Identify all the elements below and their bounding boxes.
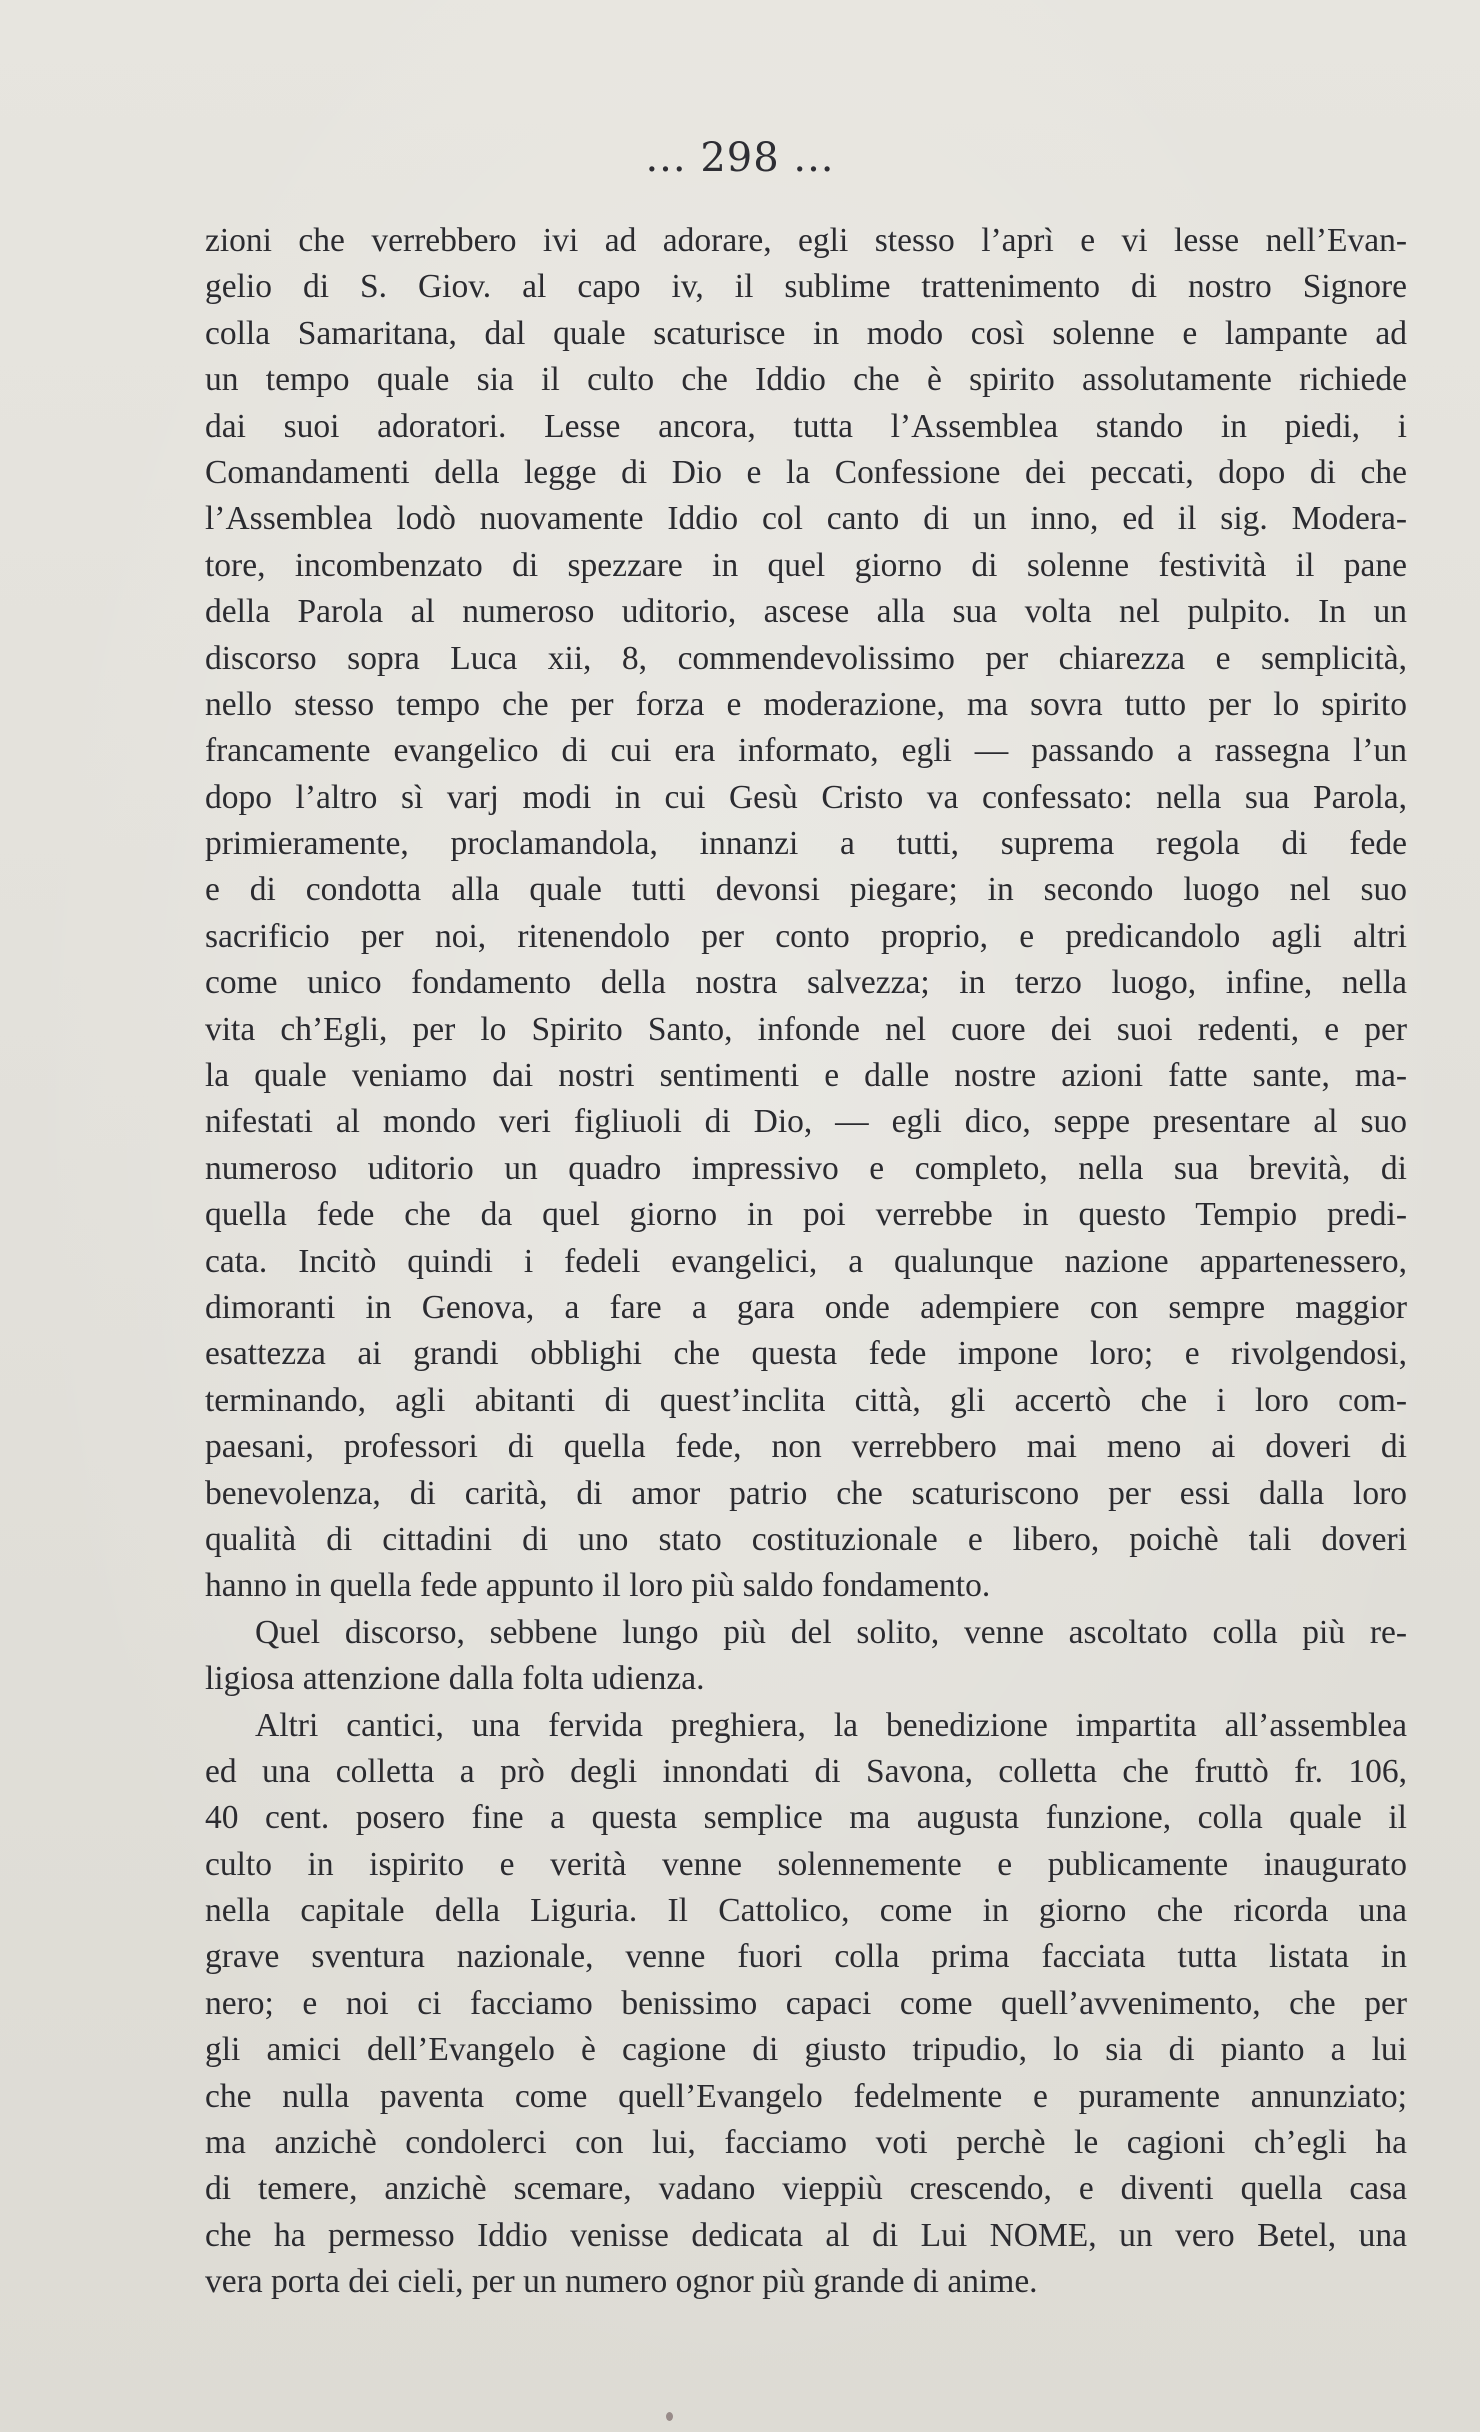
text-line: 40 cent. posero fine a questa semplice ma augusta funzione, colla quale il [205, 1799, 1407, 1837]
text-line: qualità di cittadini di uno stato costituzionale e libero, poichè tali doveri [205, 1520, 1407, 1558]
text-line: Quel discorso, sebbene lungo più del solito, venne ascoltato colla più re- [255, 1613, 1407, 1651]
text-line: hanno in quella fede appunto il loro più saldo fondamento. [205, 1567, 991, 1605]
text-line: cata. Incitò quindi i fedeli evangelici, a qualunque nazione appartenessero, [205, 1242, 1407, 1280]
text-line: nifestati al mondo veri figliuoli di Dio, — egli dico, seppe presentare al suo [205, 1103, 1407, 1141]
text-line: ma anzichè condolerci con lui, facciamo voti perchè le cagioni ch’egli ha [205, 2124, 1407, 2162]
text-line: Comandamenti della legge di Dio e la Confessione dei peccati, dopo di che [205, 453, 1407, 491]
text-line: vera porta dei cieli, per un numero ognor più grande di anime. [205, 2263, 1038, 2301]
text-line: che nulla paventa come quell’Evangelo fedelmente e puramente annunziato; [205, 2077, 1407, 2115]
text-line: tore, incombenzato di spezzare in quel giorno di solenne festività il pane [205, 546, 1407, 584]
text-line: e di condotta alla quale tutti devonsi piegare; in secondo luogo nel suo [205, 871, 1407, 909]
text-line: ed una colletta a prò degli innondati di Savona, colletta che fruttò fr. 106, [205, 1752, 1407, 1790]
text-line: zioni che verrebbero ivi ad adorare, egli stesso l’aprì e vi lesse nell’Evan- [205, 222, 1407, 259]
text-line: primieramente, proclamandola, innanzi a tutti, suprema regola di fede [205, 825, 1407, 863]
text-line: gelio di S. Giov. al capo iv, il sublime trattenimento di nostro Signore [205, 268, 1407, 306]
text-line: della Parola al numeroso uditorio, ascese alla sua volta nel pulpito. In un [205, 593, 1407, 631]
text-line: l’Assemblea lodò nuovamente Iddio col canto di un inno, ed il sig. Modera- [205, 500, 1407, 538]
text-line: colla Samaritana, dal quale scaturisce in modo così solenne e lampante ad [205, 314, 1407, 352]
text-line: dopo l’altro sì varj modi in cui Gesù Cristo va confessato: nella sua Parola, [205, 778, 1407, 816]
text-line: Altri cantici, una fervida preghiera, la benedizione impartita all’assemblea [255, 1706, 1407, 1744]
text-line: numeroso uditorio un quadro impressivo e completo, nella sua brevità, di [205, 1149, 1407, 1187]
text-line: terminando, agli abitanti di quest’inclita città, gli accertò che i loro com- [205, 1381, 1407, 1419]
text-line: di temere, anzichè scemare, vadano vieppiù crescendo, e diventi quella casa [205, 2170, 1407, 2208]
text-line: gli amici dell’Evangelo è cagione di giusto tripudio, lo sia di pianto a lui [205, 2031, 1407, 2069]
text-line: vita ch’Egli, per lo Spirito Santo, infonde nel cuore dei suoi redenti, e per [205, 1010, 1407, 1048]
text-line: ligiosa attenzione dalla folta udienza. [205, 1660, 705, 1698]
text-line: discorso sopra Luca xii, 8, commendevolissimo per chiarezza e semplicità, [205, 639, 1407, 677]
paper-speck [666, 2412, 673, 2421]
text-line: paesani, professori di quella fede, non verrebbero mai meno ai doveri di [205, 1428, 1407, 1466]
text-line: nero; e noi ci facciamo benissimo capaci come quell’avvenimento, che per [205, 1984, 1407, 2022]
page-number: ... 298 ... [645, 135, 835, 181]
text-line: dimoranti in Genova, a fare a gara onde adempiere con sempre maggior [205, 1288, 1407, 1326]
text-line: nella capitale della Liguria. Il Cattolico, come in giorno che ricorda una [205, 1892, 1407, 1930]
text-line: dai suoi adoratori. Lesse ancora, tutta l’Assemblea stando in piedi, i [205, 407, 1407, 445]
text-line: come unico fondamento della nostra salvezza; in terzo luogo, infine, nella [205, 964, 1407, 1002]
text-line: un tempo quale sia il culto che Iddio che è spirito assolutamente richiede [205, 361, 1407, 399]
text-line: francamente evangelico di cui era informato, egli — passando a rassegna l’un [205, 732, 1407, 770]
text-line: nello stesso tempo che per forza e moderazione, ma sovra tutto per lo spirito [205, 685, 1407, 723]
body-text [205, 218, 1407, 2306]
text-line: grave sventura nazionale, venne fuori colla prima facciata tutta listata in [205, 1938, 1407, 1976]
text-line: la quale veniamo dai nostri sentimenti e dalle nostre azioni fatte sante, ma- [205, 1057, 1407, 1095]
text-line: sacrificio per noi, ritenendolo per conto proprio, e predicandolo agli altri [205, 917, 1407, 955]
text-line: esattezza ai grandi obblighi che questa fede impone loro; e rivolgendosi, [205, 1335, 1407, 1373]
text-line: quella fede che da quel giorno in poi verrebbe in questo Tempio predi- [205, 1196, 1407, 1234]
text-line: benevolenza, di carità, di amor patrio che scaturiscono per essi dalla loro [205, 1474, 1407, 1512]
text-line: che ha permesso Iddio venisse dedicata al di Lui NOME, un vero Betel, una [205, 2216, 1407, 2254]
text-line: culto in ispirito e verità venne solennemente e publicamente inaugurato [205, 1845, 1407, 1883]
